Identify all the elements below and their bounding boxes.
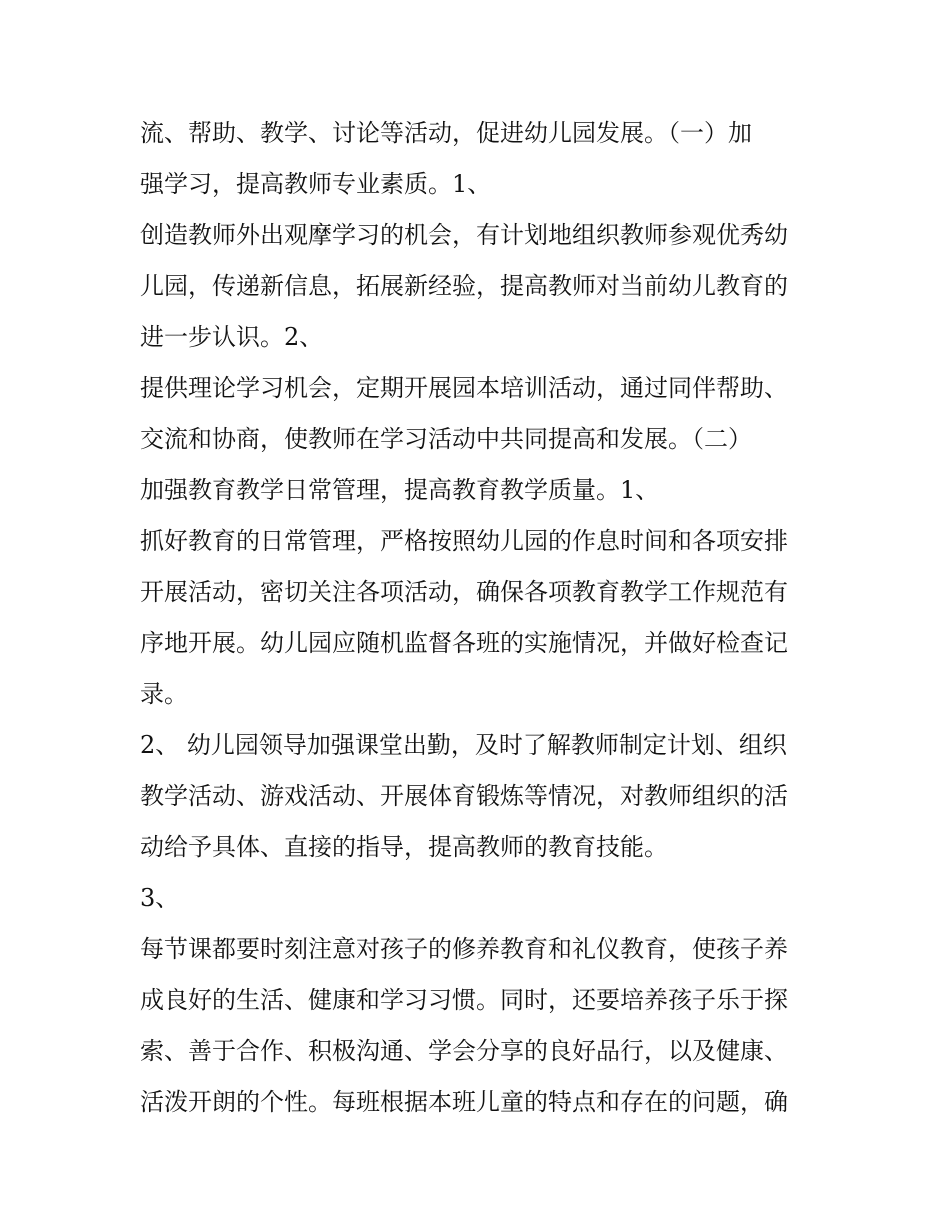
text-line: 开展活动，密切关注各项活动，确保各项教育教学工作规范有 bbox=[140, 578, 788, 606]
text-line: 序地开展。幼儿园应随机监督各班的实施情况，并做好检查记 bbox=[140, 629, 788, 657]
text-line: 儿园，传递新信息，拓展新经验，提高教师对当前幼儿教育的 bbox=[140, 272, 788, 300]
text-line: 进一步认识。2、 bbox=[140, 323, 324, 351]
text-line: 录。 bbox=[140, 680, 188, 708]
text-line: 教学活动、游戏活动、开展体育锻炼等情况，对教师组织的活 bbox=[140, 782, 788, 810]
text-line: 活泼开朗的个性。每班根据本班儿童的特点和存在的问题，确 bbox=[140, 1088, 788, 1116]
text-line: 3、 bbox=[140, 884, 180, 912]
body-text bbox=[140, 108, 820, 1128]
text-line: 交流和协商，使教师在学习活动中共同提高和发展。（二） bbox=[140, 425, 752, 453]
text-line: 流、帮助、教学、讨论等活动，促进幼儿园发展。（一）加 bbox=[140, 119, 752, 147]
text-line: 创造教师外出观摩学习的机会，有计划地组织教师参观优秀幼 bbox=[140, 221, 788, 249]
text-line: 抓好教育的日常管理，严格按照幼儿园的作息时间和各项安排 bbox=[140, 527, 788, 555]
text-line: 索、善于合作、积极沟通、学会分享的良好品行，以及健康、 bbox=[140, 1037, 788, 1065]
text-line: 每节课都要时刻注意对孩子的修养教育和礼仪教育，使孩子养 bbox=[140, 935, 788, 963]
text-line: 动给予具体、直接的指导，提高教师的教育技能。 bbox=[140, 833, 668, 861]
text-line: 成良好的生活、健康和学习习惯。同时，还要培养孩子乐于探 bbox=[140, 986, 788, 1014]
text-line: 2、 幼儿园领导加强课堂出勤，及时了解教师制定计划、组织 bbox=[140, 731, 787, 759]
text-line: 强学习，提高教师专业素质。1、 bbox=[140, 170, 492, 198]
text-line: 加强教育教学日常管理，提高教育教学质量。1、 bbox=[140, 476, 660, 504]
text-line: 提供理论学习机会，定期开展园本培训活动，通过同伴帮助、 bbox=[140, 374, 788, 402]
